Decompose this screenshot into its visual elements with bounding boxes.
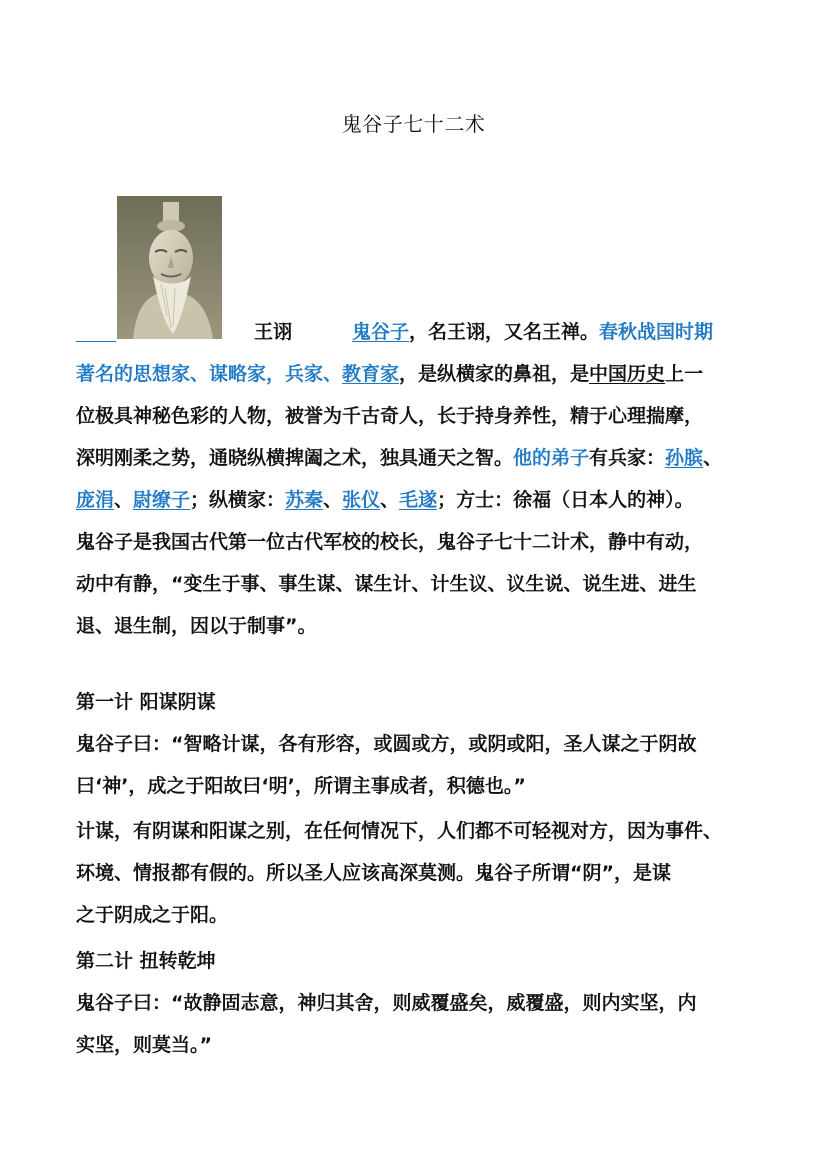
intro-text: 、 [323,489,343,511]
link-chunqiu-zhanguo[interactable]: 春秋战国时期 [599,321,714,343]
intro-line-6: 鬼谷子是我国古代第一位古代军校的校长，鬼谷子七十二计术，静中有动， [76,531,704,553]
intro-text: 有兵家： [589,447,666,469]
section-2 [76,940,752,1066]
document-title: 鬼谷子七十二术 [341,112,486,136]
intro-text: ，名王诩，又名王禅。 [409,321,600,343]
link-pang-juan[interactable]: 庞涓 [76,489,115,511]
link-wei-liaozi[interactable]: 尉缭子 [133,489,191,511]
link-chinese-history[interactable]: 中国历史 [589,363,666,385]
section-1-text-line-1: 计谋，有阴谋和阳谋之别，在任何情况下，人们都不可轻视对方，因为事件、 [76,820,723,842]
intro-line-4 [76,437,752,479]
intro-line-1 [76,311,752,353]
intro-text: 、 [703,447,723,469]
intro-line-5 [76,479,752,521]
link-su-qin[interactable]: 苏秦 [285,489,324,511]
intro-line-7: 动中有静，“变生于事、事生谋、谋生计、计生议、议生说、说生进、进生 [76,573,697,595]
intro-text: 、 [114,489,134,511]
intro-text: 上一 [665,363,704,385]
link-zhang-yi[interactable]: 张仪 [342,489,381,511]
intro-paragraph [76,311,752,647]
link-educator[interactable]: 教育家 [342,363,400,385]
link-mao-sui[interactable]: 毛遂 [399,489,438,511]
section-2-quote-line-1: 鬼谷子曰：“故静固志意，神归其舍，则威覆盛矣，威覆盛，则内实坚，内 [76,992,697,1014]
intro-line-8: 退、退生制，因以于制事”。 [76,615,317,637]
section-1-text-line-3: 之于阴成之于阳。 [76,904,229,926]
section-1 [76,681,752,807]
link-thinkers[interactable]: 著名的思想家、谋略家，兵家、 [76,363,343,385]
portrait-caption: 王诩 [254,321,293,343]
section-1-quote-line-1: 鬼谷子曰：“智略计谋，各有形容，或圆或方，或阴或阳，圣人谋之于阴故 [76,733,697,755]
intro-text: 深明刚柔之势，通晓纵横捭阖之术，独具通天之智。 [76,447,514,469]
link-disciples[interactable]: 他的弟子 [513,447,590,469]
section-2-heading: 第二计 扭转乾坤 [76,950,216,972]
link-guiguzi[interactable]: 鬼谷子 [352,321,410,343]
section-1-text-line-2: 环境、情报都有假的。所以圣人应该高深莫测。鬼谷子所谓“阴”，是谋 [76,862,671,884]
intro-text: 、 [380,489,400,511]
intro-text: ；纵横家： [190,489,286,511]
intro-text: ，是纵横家的鼻祖，是 [399,363,590,385]
section-1-quote-line-2: 曰‘神’，成之于阳故曰‘明’，所谓主事成者，积德也。” [76,775,526,797]
section-2-quote-line-2: 实坚，则莫当。” [76,1034,212,1056]
intro-line-3: 位极具神秘色彩的人物，被誉为千古奇人，长于持身养性，精于心理揣摩， [76,405,704,427]
section-1-explanation [76,810,752,936]
intro-text: ；方士：徐福（日本人的神）。 [437,489,694,511]
blank-link-underline[interactable] [76,319,116,342]
intro-line-2 [76,353,752,395]
link-sun-bin[interactable]: 孙膑 [665,447,704,469]
section-1-heading: 第一计 阳谋阴谋 [76,691,216,713]
